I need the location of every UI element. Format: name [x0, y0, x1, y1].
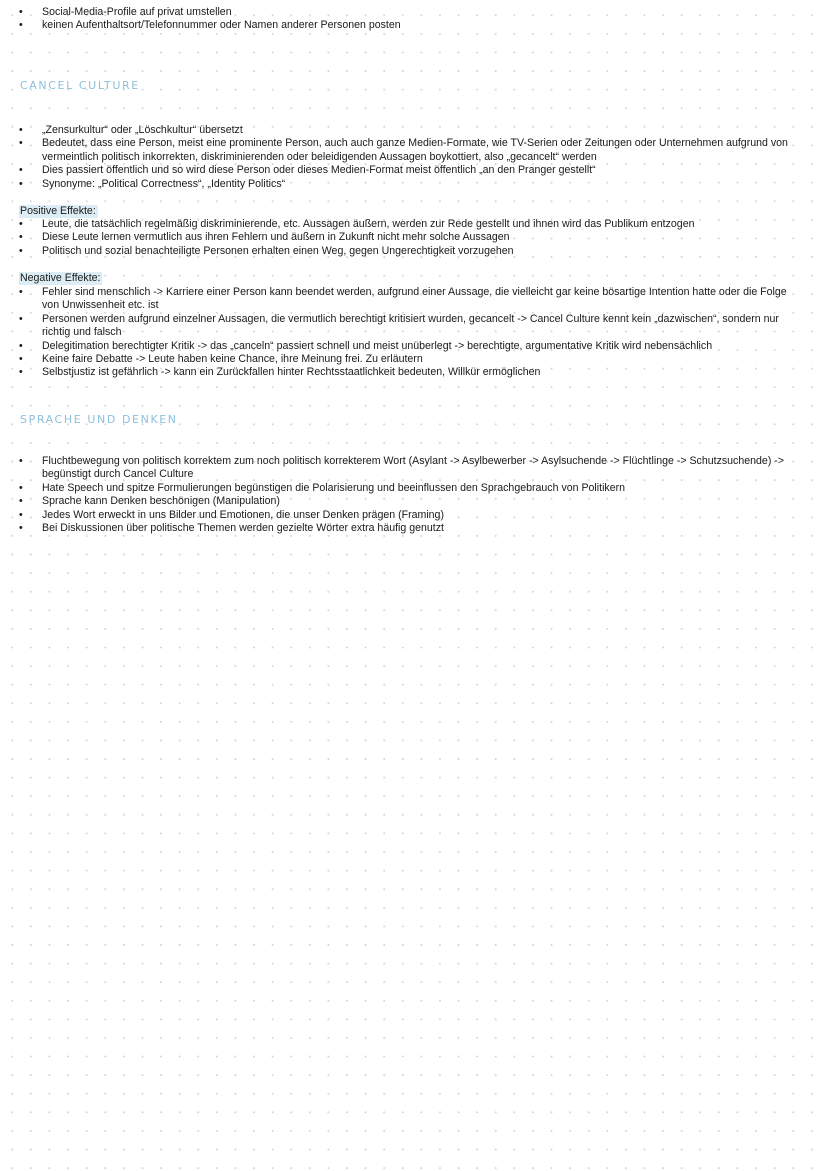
list-item: • Diese Leute lernen vermutlich aus ihren Fehlern und äußern in Zukunft nicht mehr solche Aussagen — [0, 231, 828, 244]
negative-effects-list — [0, 286, 828, 380]
section-heading-sprache-und-denken: SPRACHE UND DENKEN — [20, 413, 178, 426]
list-item: • Delegitimation berechtigter Kritik -> das „canceln“ passiert schnell und meist unüberlegt -> berechtigte, argumentative Kritik wird nebensächlich — [0, 340, 828, 353]
sprache-list — [0, 455, 828, 535]
list-item: • Leute, die tatsächlich regelmäßig diskriminierende, etc. Aussagen äußern, werden zur Rede gestellt und ihnen wird das Publikum entzogen — [0, 218, 828, 231]
negative-effects-label: Negative Effekte: — [20, 272, 101, 284]
list-item: • Fehler sind menschlich -> Karriere einer Person kann beendet werden, aufgrund einer Aussage, die vielleicht gar keine bösartige Intention hatte oder die Folge von Unwissenheit etc. ist — [0, 286, 828, 313]
list-item: • keinen Aufenthaltsort/Telefonnummer oder Namen anderer Personen posten — [0, 19, 828, 32]
list-item: • Bei Diskussionen über politische Themen werden gezielte Wörter extra häufig genutzt — [0, 522, 828, 535]
list-item: • Jedes Wort erweckt in uns Bilder und Emotionen, die unser Denken prägen (Framing) — [0, 509, 828, 522]
list-item: • Personen werden aufgrund einzelner Aussagen, die vermutlich berechtigt kritisiert wurden, gecancelt -> Cancel Culture kennt kein „dazwischen“, sondern nur richtig und falsch — [0, 313, 828, 340]
list-item: • Politisch und sozial benachteiligte Personen erhalten einen Weg, gegen Ungerechtigkeit vorzugehen — [0, 245, 828, 258]
privacy-tips-list — [0, 6, 828, 33]
list-item: • „Zensurkultur“ oder „Löschkultur“ übersetzt — [0, 124, 828, 137]
positive-effects-label: Positive Effekte: — [20, 205, 96, 217]
positive-effects-list — [0, 218, 828, 258]
list-item: • Social-Media-Profile auf privat umstellen — [0, 6, 828, 19]
cancel-culture-list — [0, 124, 828, 191]
list-item: • Sprache kann Denken beschönigen (Manipulation) — [0, 495, 828, 508]
list-item: • Dies passiert öffentlich und so wird diese Person oder dieses Medien-Format meist öffentlich „an den Pranger gestellt“ — [0, 164, 828, 177]
list-item: • Selbstjustiz ist gefährlich -> kann ein Zurückfallen hinter Rechtsstaatlichkeit bedeuten, Willkür ermöglichen — [0, 366, 828, 379]
list-item: • Fluchtbewegung von politisch korrektem zum noch politisch korrekterem Wort (Asylant -> Asylbewerber -> Asylsuchende -> Flüchtlinge -> Schutzsuchende) -> begünstigt durch Cancel Culture — [0, 455, 828, 482]
list-item: • Keine faire Debatte -> Leute haben keine Chance, ihre Meinung frei. Zu erläutern — [0, 353, 828, 366]
list-item: • Synonyme: „Political Correctness“, „Identity Politics“ — [0, 178, 828, 191]
list-item: • Hate Speech und spitze Formulierungen begünstigen die Polarisierung und beeinflussen den Sprachgebrauch von Politikern — [0, 482, 828, 495]
section-heading-cancel-culture: CANCEL CULTURE — [20, 79, 140, 92]
list-item: • Bedeutet, dass eine Person, meist eine prominente Person, auch auch ganze Medien-Formate, wie TV-Serien oder Zeitungen oder Unternehmen aufgrund von vermeintlich politisch inkorrekten, diskriminierenden oder beleidigenden Aussagen boykottiert, also „gecancelt“ werden — [0, 137, 828, 164]
